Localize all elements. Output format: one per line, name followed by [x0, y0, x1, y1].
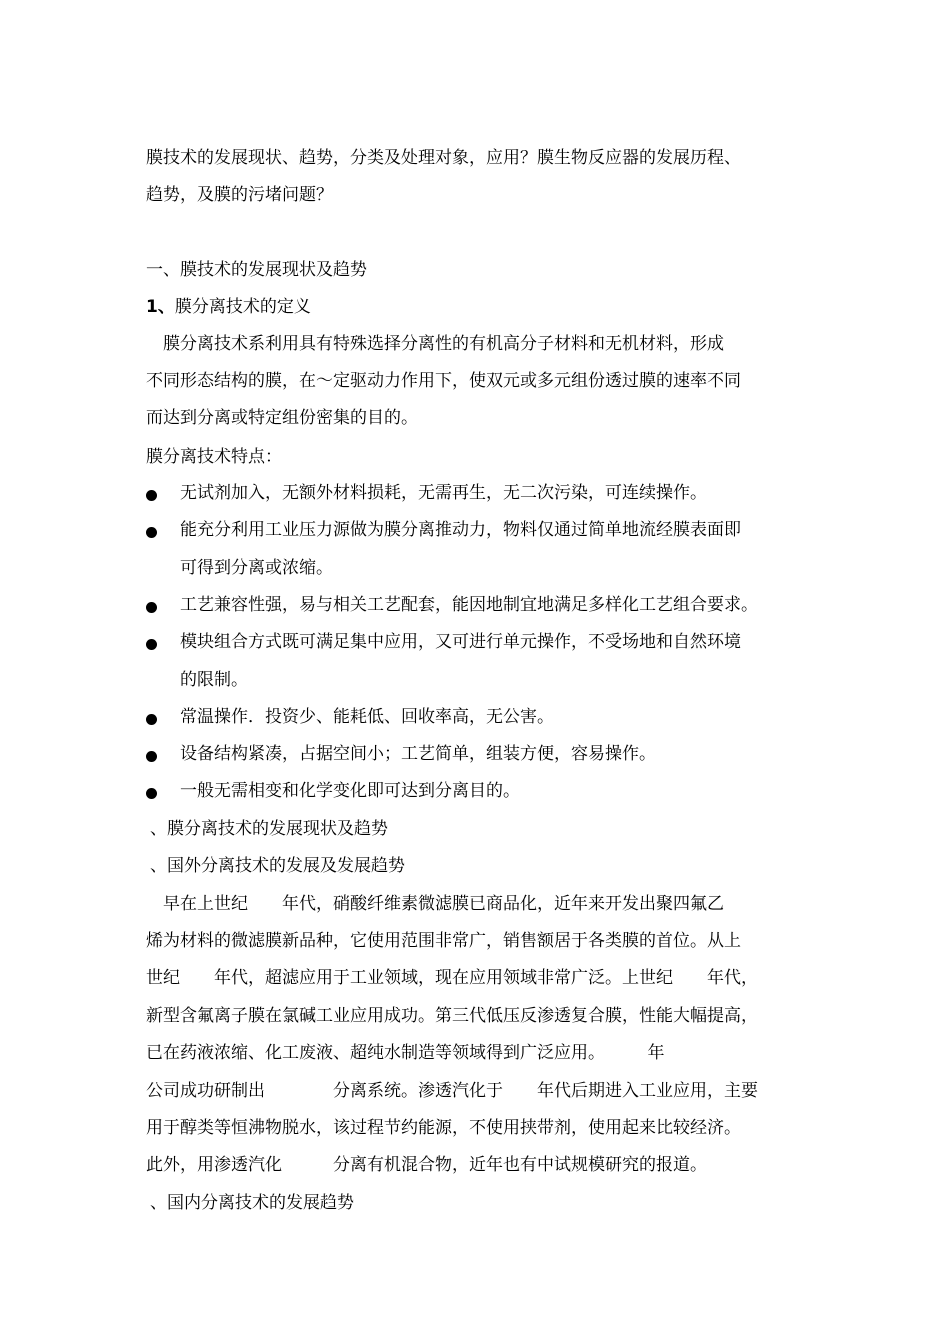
definition-line-3: 而达到分离或特定组份密集的目的。 — [146, 408, 418, 428]
foreign-line-6: 公司成功研制出 分离系统。渗透汽化于 年代后期进入工业应用，主要 — [146, 1081, 758, 1101]
feature-item: 模块组合方式既可满足集中应用，又可进行单元操作，不受场地和自然环境 — [180, 632, 741, 652]
feature-item: 一般无需相变和化学变化即可达到分离目的。 — [180, 781, 520, 801]
feature-item: 能充分利用工业压力源做为膜分离推动力，物料仅通过简单地流经膜表面即 — [180, 520, 741, 540]
subheading-foreign: 、国外分离技术的发展及发展趋势 — [150, 856, 405, 876]
features-label: 膜分离技术特点： — [146, 447, 282, 467]
feature-item-cont: 的限制。 — [180, 670, 248, 690]
subheading-text: 膜分离技术的定义 — [174, 297, 311, 317]
bullet-icon — [146, 522, 157, 544]
bullet-icon — [146, 597, 157, 619]
section-heading: 一、膜技术的发展现状及趋势 — [146, 260, 367, 280]
feature-item-cont: 可得到分离或浓缩。 — [180, 558, 333, 578]
foreign-line-2: 烯为材料的微滤膜新品种，它使用范围非常广，销售额居于各类膜的首位。从上 — [146, 931, 741, 951]
subheading-definition — [146, 296, 311, 318]
feature-item: 工艺兼容性强，易与相关工艺配套，能因地制宜地满足多样化工艺组合要求。 — [180, 595, 758, 615]
bullet-icon — [146, 783, 157, 805]
definition-line-1: 膜分离技术系利用具有特殊选择分离性的有机高分子材料和无机材料，形成 — [146, 334, 724, 354]
bullet-icon — [146, 746, 157, 768]
title-line-2: 趋势，及膜的污堵问题？ — [146, 185, 333, 205]
foreign-line-3: 世纪 年代，超滤应用于工业领域，现在应用领域非常广泛。上世纪 年代， — [146, 968, 758, 988]
definition-line-2: 不同形态结构的膜，在～定驱动力作用下，使双元或多元组份透过膜的速率不同 — [146, 371, 741, 391]
subheading-status: 、膜分离技术的发展现状及趋势 — [150, 819, 388, 839]
title-line-1: 膜技术的发展现状、趋势，分类及处理对象，应用？膜生物反应器的发展历程、 — [146, 148, 741, 168]
bullet-icon — [146, 634, 157, 656]
bullet-icon — [146, 485, 157, 507]
foreign-line-4: 新型含氟离子膜在氯碱工业应用成功。第三代低压反渗透复合膜，性能大幅提高， — [146, 1006, 758, 1026]
foreign-line-7: 用于醇类等恒沸物脱水，该过程节约能源，不使用挟带剂，使用起来比较经济。 — [146, 1118, 741, 1138]
feature-item: 无试剂加入，无额外材料损耗，无需再生，无二次污染，可连续操作。 — [180, 483, 707, 503]
feature-item: 设备结构紧凑，占据空间小；工艺简单，组装方便，容易操作。 — [180, 744, 656, 764]
bullet-icon — [146, 709, 157, 731]
foreign-line-1: 早在上世纪 年代，硝酸纤维素微滤膜已商品化，近年来开发出聚四氟乙 — [146, 894, 724, 914]
subheading-domestic: 、国内分离技术的发展趋势 — [150, 1193, 354, 1213]
feature-item: 常温操作．投资少、能耗低、回收率高，无公害。 — [180, 707, 554, 727]
foreign-line-5: 已在药液浓缩、化工废液、超纯水制造等领域得到广泛应用。 年 — [146, 1043, 665, 1063]
foreign-line-8: 此外，用渗透汽化 分离有机混合物，近年也有中试规模研究的报道。 — [146, 1155, 707, 1175]
subheading-number: 1、 — [146, 297, 175, 317]
